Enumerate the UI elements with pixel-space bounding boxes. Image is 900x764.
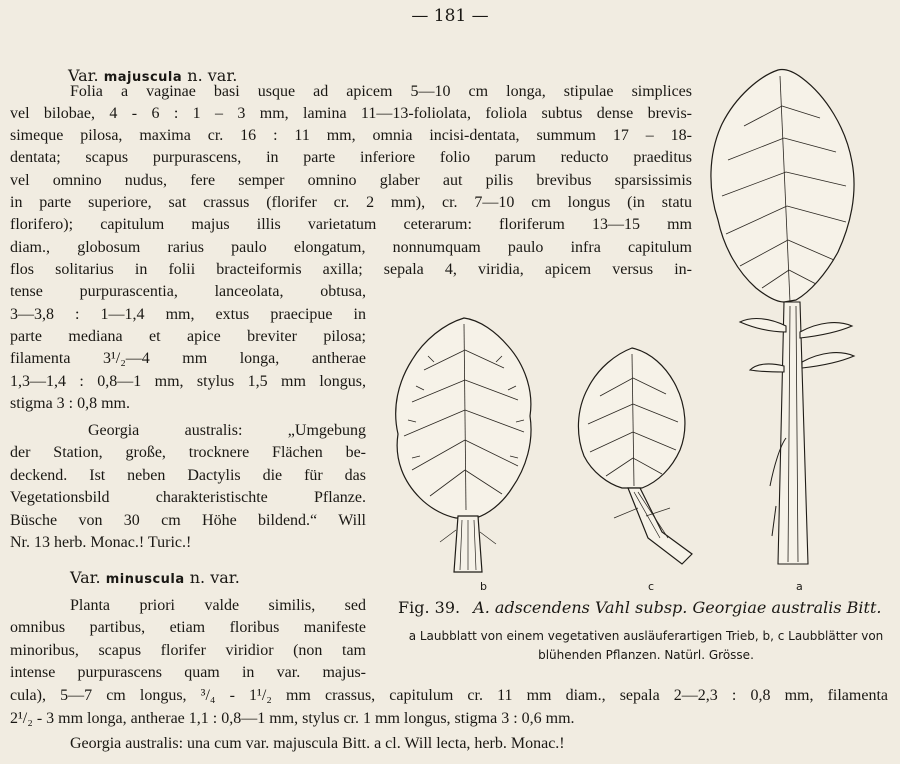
text-line: Büsche von 30 cm Höhe bildend.“ Will (10, 512, 366, 529)
var-label: Var. (70, 568, 101, 587)
text-line: parte mediana et apice breviter pilosa; (10, 328, 366, 345)
leaf-a-illustration (700, 66, 880, 576)
text-line: simeque pilosa, maxima cr. 16 : 11 mm, omnia incisi-dentata, summum 17 – 18- (10, 127, 692, 144)
text-line: 3—3,8 : 1—1,4 mm, extus praecipue in (10, 306, 366, 323)
text-line: Nr. 13 herb. Monac.! Turic.! (10, 534, 192, 551)
figure-label-b: b (480, 580, 487, 593)
text-line: vel bilobae, 4 - 6 : 1 – 3 mm, lamina 11—13-foliolata, foliola subtus dense brevis- (10, 105, 692, 122)
figure-number: Fig. 39. (398, 598, 461, 617)
text-line: vel omnino nudus, fere semper omnino glaber aut pilis brevibus sparsissimis (10, 172, 692, 189)
text-line: omnibus partibus, etiam floribus manifeste (10, 619, 366, 636)
figure-caption-title (398, 598, 881, 617)
figure-label-c: c (648, 580, 655, 593)
text-line: minoribus, scapus florifer viridior (non tam (10, 642, 366, 659)
text-line: flos solitarius in folii bracteiformis axilla; sepala 4, viridia, apicem versus in- (10, 261, 692, 278)
var-name-bold: majuscula (103, 70, 183, 85)
text-line: filamenta 3¹/₂—4 mm longa, antherae (10, 350, 366, 367)
text-line: 2¹/₂ - 3 mm longa, antherae 1,1 : 0,8—1 mm, stylus cr. 1 mm longus, stigma 3 : 0,6 mm. (10, 710, 575, 727)
text-line: Georgia australis: una cum var. majuscula Bitt. a cl. Will lecta, herb. Monac.! (70, 735, 565, 752)
var-minuscula-heading (70, 568, 240, 587)
leaf-b-illustration (384, 310, 544, 575)
text-line: Planta priori valde similis, sed (70, 597, 366, 614)
text-line: der Station, große, trocknere Flächen be- (10, 444, 366, 461)
text-line: deckend. Ist neben Dactylis die für das (10, 467, 366, 484)
text-line: florifero); capitulum majus illis varietatum ceterarum: floriferum 13—15 mm (10, 216, 692, 233)
text-line: in parte superiore, sat crassus (florifer cr. 2 mm), cr. 7—10 cm longus (in statu (10, 194, 692, 211)
var-rest: n. var. (189, 568, 240, 587)
text-line: tense purpurascentia, lanceolata, obtusa, (10, 283, 366, 300)
var-label: Var. (68, 66, 99, 85)
text-line: 1,3—1,4 : 0,8—1 mm, stylus 1,5 mm longus, (10, 373, 366, 390)
text-line: Vegetationsbild charakteristischte Pflanze. (10, 489, 366, 506)
text-line: diam., globosum rarius paulo elongatum, nonnumquam paulo infra capitulum (10, 239, 692, 256)
text-line: Georgia australis: „Umgebung (88, 422, 366, 439)
text-line: intense purpurascens quam in var. majus- (10, 664, 366, 681)
var-rest: n. var. (187, 66, 238, 85)
figure-caption-species: A. adscendens Vahl subsp. Georgiae australis Bitt. (473, 598, 882, 617)
text-line: Folia a vaginae basi usque ad apicem 5—10 cm longa, stipulae simplices (70, 83, 692, 100)
leaf-c-illustration (566, 342, 706, 567)
text-line: cula), 5—7 cm longus, ³/₄ - 1¹/₂ mm crassus, capitulum cr. 11 mm diam., sepala 2—2,3 : 0,8 mm, filamenta (10, 687, 888, 704)
figure-caption-text: a Laubblatt von einem vegetativen ausläuferartigen Trieb, b, c Laubblätter von blühenden Pflanzen. Natürl. Grösse. (408, 629, 884, 662)
text-line: stigma 3 : 0,8 mm. (10, 395, 130, 412)
text-line: dentata; scapus purpurascens, in parte inferiore folio parum reducto praeditus (10, 149, 692, 166)
figure-label-a: a (796, 580, 803, 593)
page-number: — 181 — (411, 6, 489, 26)
var-name-bold: minuscula (105, 572, 185, 587)
